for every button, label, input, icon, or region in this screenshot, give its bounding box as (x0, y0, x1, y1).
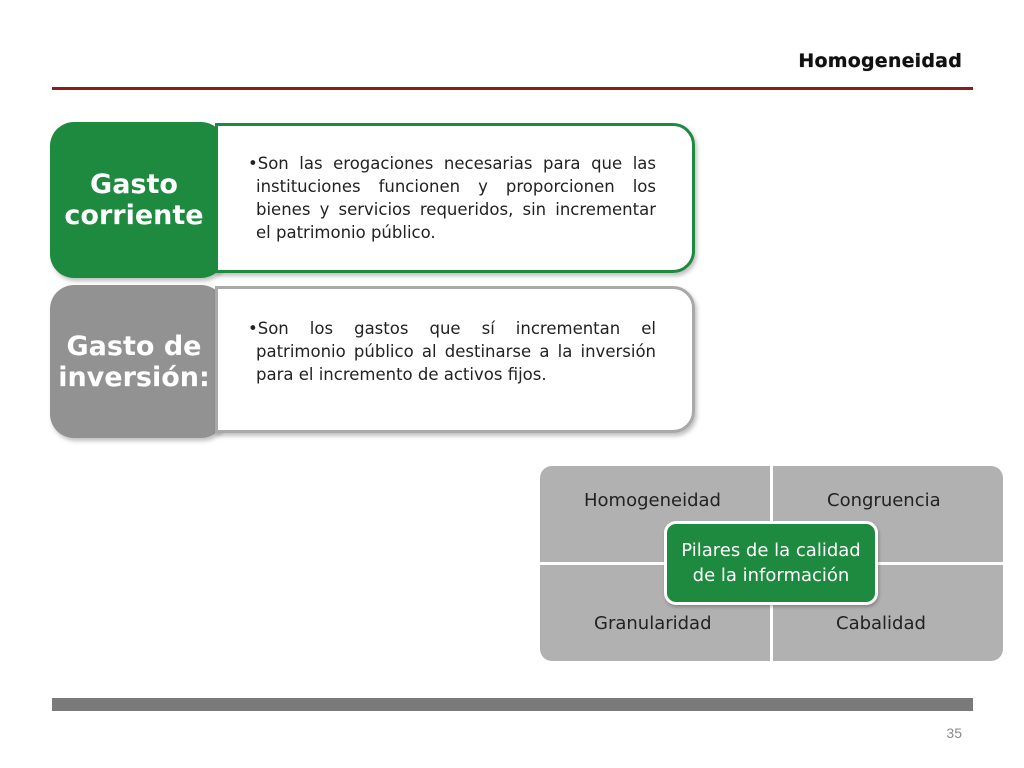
slide-title: Homogeneidad (798, 50, 962, 72)
term-label: Gasto de inversión: (58, 330, 210, 393)
definition-gasto-inversion (50, 285, 700, 438)
description-text: •Son los gastos que sí incrementan el patrimonio público al destinarse a la inversión para el incremento de activos fijos. (248, 319, 656, 384)
pillar-label: Cabalidad (836, 613, 926, 634)
pillar-label: Granularidad (594, 613, 712, 634)
description-box (215, 286, 695, 433)
page-number: 35 (946, 725, 962, 741)
pillars-center: Pilares de la calidad de la información (664, 521, 878, 605)
pillars-diagram (540, 466, 1003, 661)
definition-gasto-corriente (50, 122, 700, 278)
pillar-label: Congruencia (827, 490, 941, 511)
term-label: Gasto corriente (64, 169, 204, 231)
pillar-label: Homogeneidad (584, 490, 721, 511)
title-rule (52, 87, 973, 90)
description-text: •Son las erogaciones necesarias para que las instituciones funcionen y proporcionen los bienes y servicios requeridos, sin incrementar el patrimonio público. (248, 154, 656, 242)
footer-bar (52, 698, 973, 711)
description-box (215, 123, 695, 273)
